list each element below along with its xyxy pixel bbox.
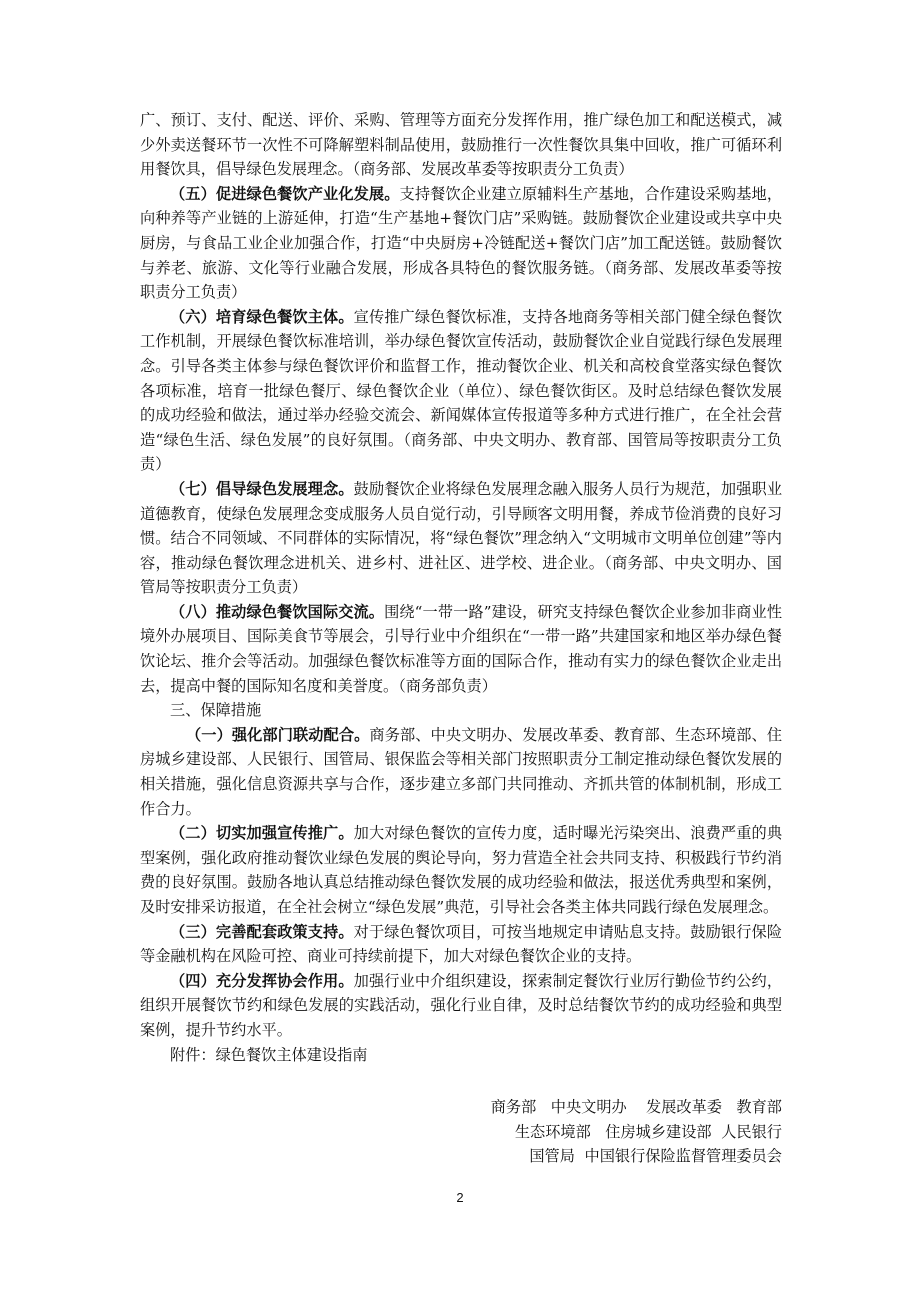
measure-heading: （三）完善配套政策支持。 <box>170 922 354 941</box>
signature-line: 生态环境部 住房城乡建设部 人民银行 <box>514 1122 782 1141</box>
measure-text: 商务部、中央文明办、发展改革委、教育部、生态环境部、住房城乡建设部、人民银行、国管局、银保监会等相关部门按照职责分工制定推动绿色餐饮发展的相关措施，强化信息资源共享与合作，逐步建立多部门共同推动、齐抓共管的体制机制，形成工作合力。 <box>140 725 783 818</box>
measure-text: 对于绿色餐饮项目，可按当地规定申请贴息支持。鼓励银行保险等金融机构在风险可控、商业可持续前提下，加大对绿色餐饮企业的支持。 <box>140 922 783 966</box>
paragraph-heading: （六）培育绿色餐饮主体。 <box>170 307 354 326</box>
signature-line: 商务部 中央文明办 发展改革委 教育部 <box>490 1098 782 1117</box>
paragraph-text: 宣传推广绿色餐饮标准，支持各地商务等相关部门健全绿色餐饮工作机制，开展绿色餐饮标准培训，举办绿色餐饮宣传活动，鼓励餐饮企业自觉践行绿色发展理念。引导各类主体参与绿色餐饮评价和监督工作，推动餐饮企业、机关和高校食堂落实绿色餐饮各项标准，培育一批绿色餐厅、绿色餐饮企业（单位）、绿色餐饮街区。及时总结绿色餐饮发展的成功经验和做法，通过举办经验交流会、新闻媒体宣传报道等多种方式进行推广，在全社会营造“绿色生活、绿色发展”的良好氛围。（商务部、中央文明办、教育部、国管局等按职责分工负责） <box>140 307 783 474</box>
measure-heading: （二）切实加强宣传推广。 <box>170 824 354 843</box>
measure-heading: （一）强化部门联动配合。 <box>186 725 370 744</box>
attachment-note: 附件：绿色餐饮主体建设指南 <box>170 1045 368 1064</box>
paragraph-text: 支持餐饮企业建立原辅料生产基地，合作建设采购基地，向种养等产业链的上游延伸，打造“生产基地+餐饮门店”采购链。鼓励餐饮企业建设或共享中央厨房，与食品工业企业加强合作，打造“中央厨房+冷链配送+餐饮门店”加工配送链。鼓励餐饮与养老、旅游、文化等行业融合发展，形成各具特色的餐饮服务链。（商务部、发展改革委等按职责分工负责） <box>140 184 783 302</box>
section-title: 三、保障措施 <box>170 701 262 720</box>
signature-line: 国管局 中国银行保险监督管理委员会 <box>529 1147 782 1166</box>
measure-heading: （四）充分发挥协会作用。 <box>170 971 354 990</box>
paragraph-continued <box>140 108 782 182</box>
paragraph-heading: （八）推动绿色餐饮国际交流。 <box>170 602 385 621</box>
paragraph-item-8 <box>140 600 782 698</box>
measure-item-3 <box>140 920 782 969</box>
paragraph-text: 围绕“一带一路”建设，研究支持绿色餐饮企业参加非商业性境外办展项目、国际美食节等展会，引导行业中介组织在“一带一路”共建国家和地区举办绿色餐饮论坛、推介会等活动。加强绿色餐饮标准等方面的国际合作，推动有实力的绿色餐饮企业走出去，提高中餐的国际知名度和美誉度。（商务部负责） <box>140 602 783 695</box>
measure-item-2 <box>140 821 782 919</box>
paragraph-text: 鼓励餐饮企业将绿色发展理念融入服务人员行为规范，加强职业道德教育，使绿色发展理念变成服务人员自觉行动，引导顾客文明用餐，养成节俭消费的良好习惯。结合不同领域、不同群体的实际情况，将“绿色餐饮”理念纳入“文明城市文明单位创建”等内容，推动绿色餐饮理念进机关、进乡村、进社区、进学校、进企业。（商务部、中央文明办、国管局等按职责分工负责） <box>140 479 783 597</box>
paragraph-text: 广、预订、支付、配送、评价、采购、管理等方面充分发挥作用，推广绿色加工和配送模式，减少外卖送餐环节一次性不可降解塑料制品使用，鼓励推行一次性餐饮具集中回收，推广可循环利用餐饮具，倡导绿色发展理念。（商务部、发展改革委等按职责分工负责） <box>140 111 782 179</box>
measure-text: 加大对绿色餐饮的宣传力度，适时曝光污染突出、浪费严重的典型案例，强化政府推动餐饮业绿色发展的舆论导向，努力营造全社会共同支持、积极践行节约消费的良好氛围。鼓励各地认真总结推动绿色餐饮发展的成功经验和做法，报送优秀典型和案例，及时安排采访报道，在全社会树立“绿色发展”典范，引导社会各类主体共同践行绿色发展理念。 <box>140 824 783 916</box>
measure-text: 加强行业中介组织建设，探索制定餐饮行业厉行勤俭节约公约，组织开展餐饮节约和绿色发展的实践活动，强化行业自律，及时总结餐饮节约的成功经验和典型案例，提升节约水平。 <box>140 971 783 1039</box>
signature-block <box>140 1095 782 1169</box>
measure-item-1 <box>140 723 782 821</box>
paragraph-item-5 <box>140 182 782 305</box>
paragraph-item-7 <box>140 477 782 600</box>
measure-item-4 <box>140 969 782 1043</box>
paragraph-heading: （五）促进绿色餐饮产业化发展。 <box>170 184 400 203</box>
page-number: 2 <box>456 1190 464 1205</box>
paragraph-item-6 <box>140 305 782 477</box>
paragraph-heading: （七）倡导绿色发展理念。 <box>170 479 354 498</box>
document-body <box>140 108 782 1169</box>
